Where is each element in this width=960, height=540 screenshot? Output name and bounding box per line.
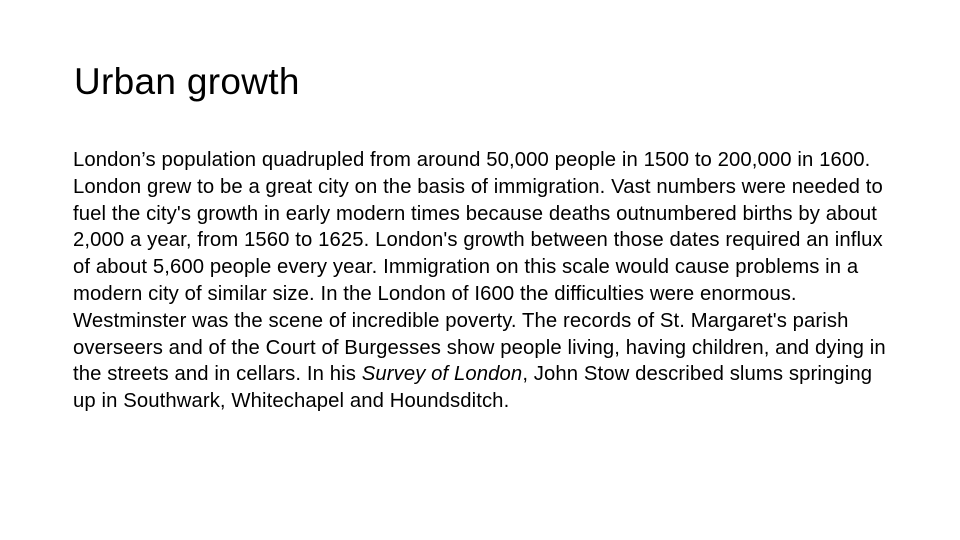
paragraph-immigration bbox=[73, 174, 893, 415]
paragraph-population: London’s population quadrupled from around 50,000 people in 1500 to 200,000 in 1600. bbox=[73, 149, 871, 171]
paragraph-immigration-text: London grew to be a great city on the basis of immigration. Vast numbers were needed to fuel the city's growth in early modern times because deaths outnumbered births by about 2,000 a year, from 1560 to 1625. London's growth between those dates required an influx of about 5,600 people every year. Immigration on this scale would cause problems in a modern city of similar size. In the London of I600 the difficulties were enormous. Westminster was the scene of incredible poverty. The records of St. Margaret's parish overseers and of the Court of Burgesses show people living, having children, and dying in the streets and in cellars. In his bbox=[73, 175, 886, 386]
slide-title: Urban growth bbox=[74, 61, 300, 102]
slide-body bbox=[73, 147, 893, 415]
survey-of-london-title: Survey of London bbox=[361, 363, 523, 386]
paragraph-immigration-text-end: , John Stow described slums springing up in Southwark, Whitechapel and Houndsditch. bbox=[73, 363, 873, 413]
